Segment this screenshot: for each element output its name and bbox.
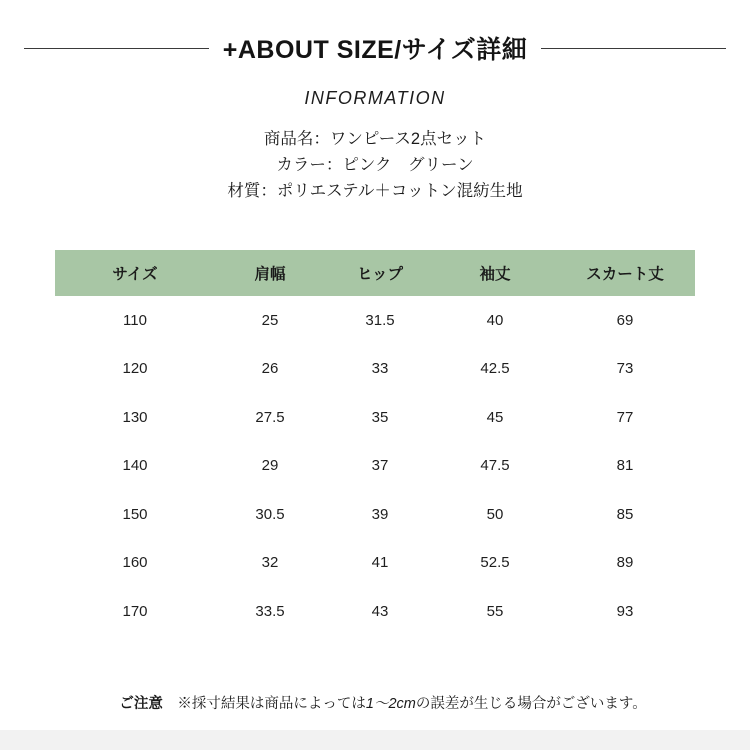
page-title: +ABOUT SIZE/サイズ詳細 — [222, 36, 528, 64]
information-heading: INFORMATION — [304, 88, 446, 108]
table-row — [55, 539, 695, 588]
information-block — [0, 126, 750, 204]
information-line-color: カラー：ピンク グリーン — [276, 156, 474, 174]
cell-hip: 31.5 — [365, 311, 395, 329]
size-table-head — [55, 250, 695, 296]
cell-size: 110 — [123, 311, 147, 329]
note-text-before: ※採寸結果は商品によっては — [162, 696, 366, 712]
page-header — [0, 28, 750, 68]
cell-sleeve: 55 — [486, 602, 504, 620]
cell-hip: 41 — [371, 554, 389, 572]
table-row — [55, 345, 695, 394]
cell-size: 120 — [122, 360, 148, 378]
cell-sleeve: 40 — [486, 311, 504, 329]
column-header-skirt-length: スカート丈 — [586, 266, 664, 283]
size-table — [55, 250, 695, 636]
cell-skirt-length: 89 — [616, 554, 634, 572]
cell-sleeve: 45 — [486, 408, 504, 426]
cell-skirt-length: 73 — [616, 360, 634, 378]
cell-shoulder: 25 — [261, 311, 279, 329]
cell-skirt-length: 69 — [616, 311, 634, 329]
cell-sleeve: 52.5 — [480, 554, 510, 572]
column-header-shoulder: 肩幅 — [254, 266, 286, 283]
bottom-strip — [0, 730, 750, 750]
information-line-material: 材質：ポリエステル＋コットン混紡生地 — [227, 182, 523, 200]
cell-shoulder: 33.5 — [255, 602, 285, 620]
cell-shoulder: 27.5 — [255, 408, 285, 426]
note-emphasis: 1～2cm — [365, 696, 416, 712]
cell-skirt-length: 81 — [616, 457, 634, 475]
cell-hip: 43 — [371, 602, 389, 620]
cell-hip: 37 — [371, 457, 389, 475]
note-label: ご注意 — [119, 696, 163, 712]
cell-sleeve: 47.5 — [480, 457, 510, 475]
cell-shoulder: 30.5 — [255, 505, 285, 523]
cell-size: 170 — [122, 602, 148, 620]
cell-hip: 35 — [371, 408, 389, 426]
table-row — [55, 393, 695, 442]
table-row — [55, 442, 695, 491]
cell-size: 160 — [122, 554, 148, 572]
cell-size: 140 — [122, 457, 148, 475]
cell-hip: 39 — [371, 505, 389, 523]
cell-sleeve: 50 — [486, 505, 504, 523]
table-row — [55, 490, 695, 539]
table-header-row — [55, 250, 695, 296]
cell-skirt-length: 85 — [616, 505, 634, 523]
cell-size: 130 — [122, 408, 148, 426]
column-header-hip: ヒップ — [356, 266, 404, 283]
cell-size: 150 — [122, 505, 148, 523]
cell-shoulder: 26 — [261, 360, 279, 378]
cell-skirt-length: 77 — [616, 408, 634, 426]
cell-shoulder: 32 — [261, 554, 279, 572]
size-table-body — [55, 296, 695, 636]
measurement-note — [0, 676, 750, 729]
column-header-size: サイズ — [112, 266, 158, 283]
note-text-after: の誤差が生じる場合がございます。 — [415, 696, 647, 712]
column-header-sleeve: 袖丈 — [479, 266, 511, 283]
cell-sleeve: 42.5 — [480, 360, 510, 378]
cell-shoulder: 29 — [261, 457, 279, 475]
cell-hip: 33 — [371, 360, 389, 378]
information-line-product-name: 商品名：ワンピース2点セット — [263, 130, 487, 148]
table-row — [55, 296, 695, 345]
header-rule-right — [541, 48, 726, 49]
cell-skirt-length: 93 — [616, 602, 634, 620]
table-row — [55, 587, 695, 636]
header-rule-left — [24, 48, 209, 49]
